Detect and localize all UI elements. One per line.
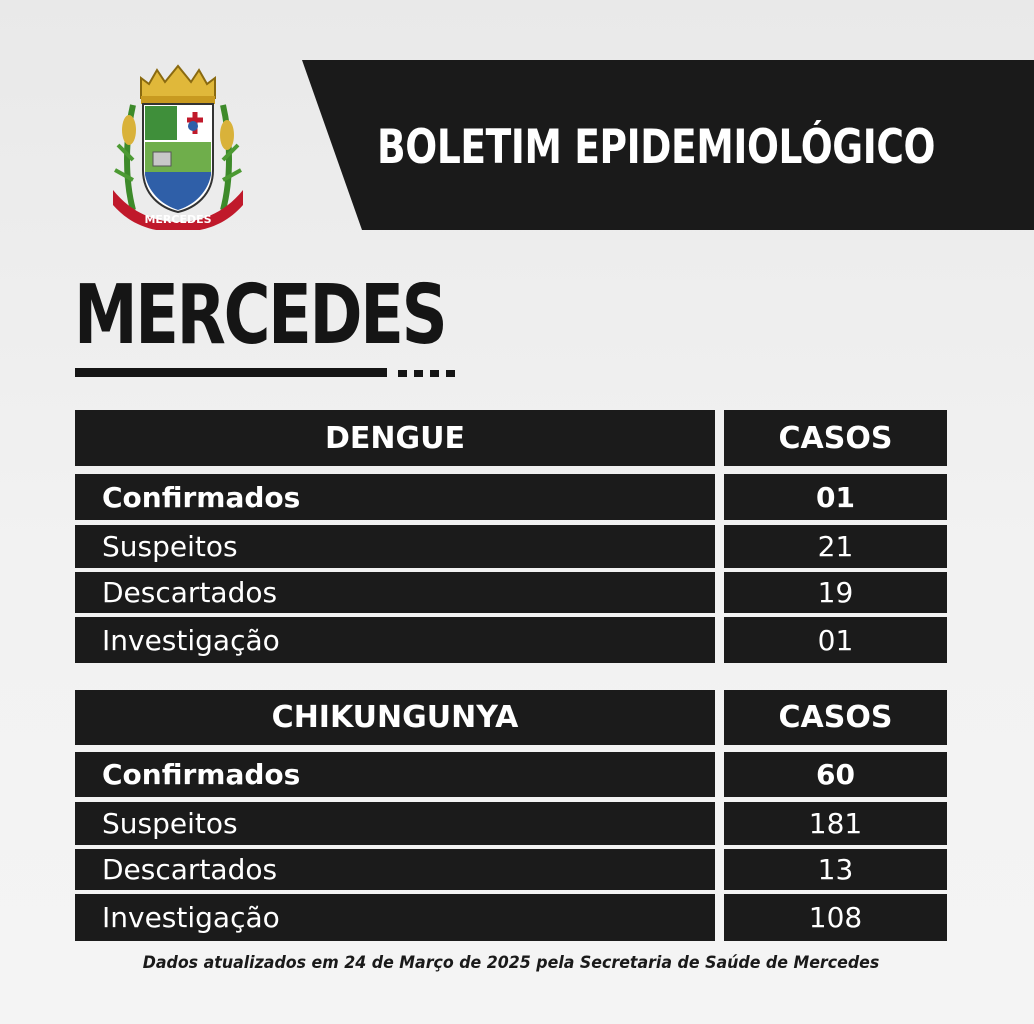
- update-note: Dados atualizados em 24 de Março de 2025 pela Secretaria de Saúde de Mercedes: [142, 953, 880, 973]
- row-value: 21: [724, 525, 947, 568]
- table-row: [75, 802, 947, 845]
- row-value: 181: [724, 802, 947, 845]
- disease-header: CHIKUNGUNYA: [75, 690, 715, 745]
- table-row: [75, 752, 947, 797]
- row-label: Suspeitos: [75, 802, 715, 845]
- row-label: Suspeitos: [75, 525, 715, 568]
- cases-header: CASOS: [724, 410, 947, 466]
- row-label: Descartados: [75, 572, 715, 613]
- city-heading: MERCEDES: [74, 268, 446, 363]
- row-label: Investigação: [75, 894, 715, 941]
- heading-underline: [75, 368, 387, 377]
- table-header-row: [75, 690, 947, 745]
- row-label: Investigação: [75, 617, 715, 663]
- row-value: 108: [724, 894, 947, 941]
- cases-header: CASOS: [724, 690, 947, 745]
- row-value: 13: [724, 849, 947, 890]
- row-value: 01: [724, 474, 947, 520]
- row-label: Confirmados: [75, 752, 715, 797]
- table-row: [75, 572, 947, 613]
- crest-ribbon-text: MERCEDES: [144, 213, 212, 226]
- coat-of-arms-logo: [103, 60, 253, 230]
- table-header-row: [75, 410, 947, 466]
- table-row: [75, 617, 947, 663]
- table-row: [75, 474, 947, 520]
- row-value: 19: [724, 572, 947, 613]
- page-title: BOLETIM EPIDEMIOLÓGICO: [377, 120, 936, 175]
- table-row: [75, 525, 947, 568]
- row-value: 01: [724, 617, 947, 663]
- disease-header: DENGUE: [75, 410, 715, 466]
- table-row: [75, 849, 947, 890]
- table-row: [75, 894, 947, 941]
- row-label: Confirmados: [75, 474, 715, 520]
- heading-dots: [398, 370, 455, 377]
- row-value: 60: [724, 752, 947, 797]
- row-label: Descartados: [75, 849, 715, 890]
